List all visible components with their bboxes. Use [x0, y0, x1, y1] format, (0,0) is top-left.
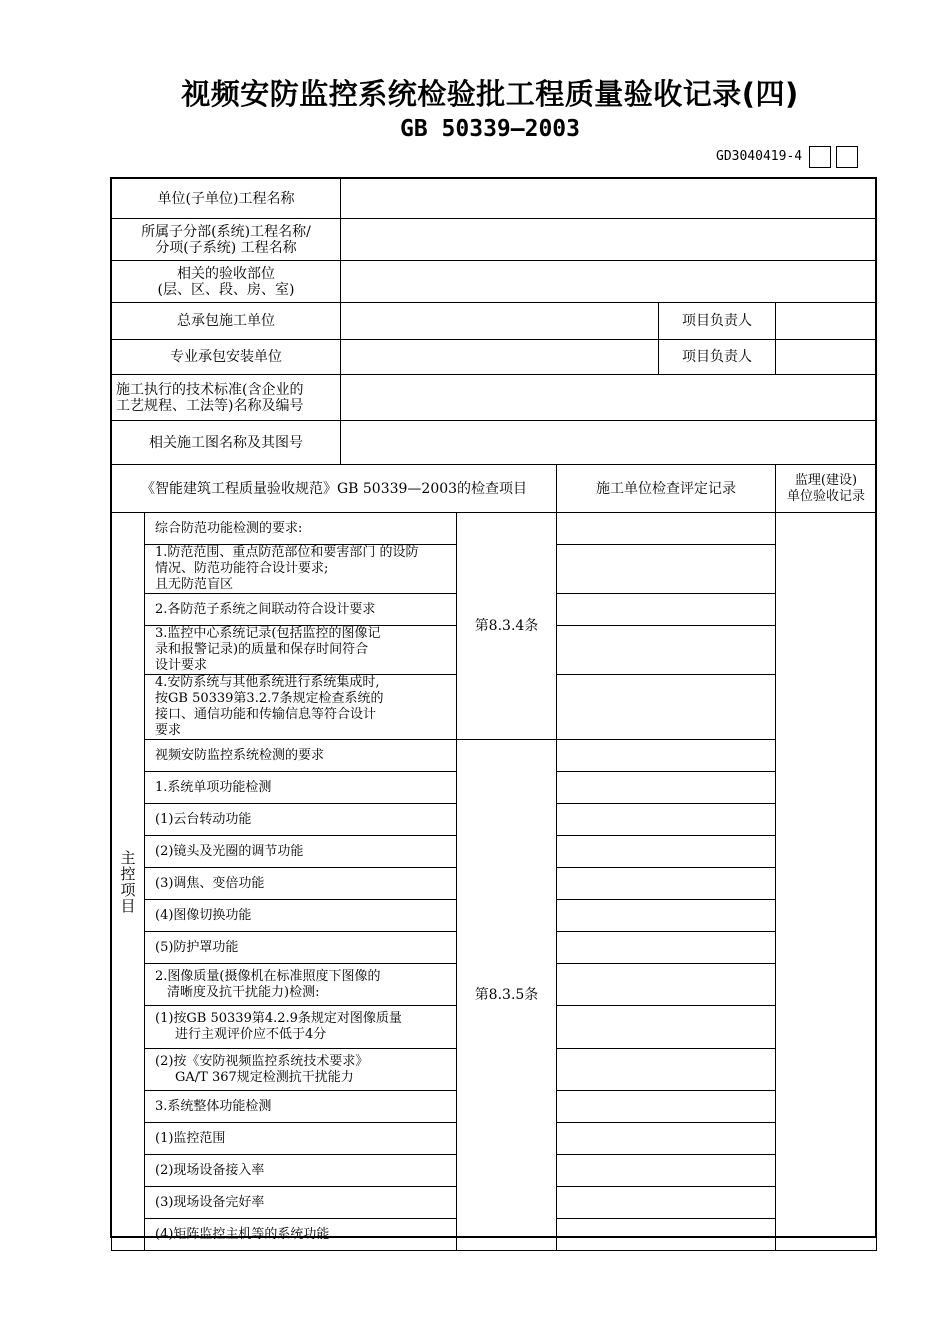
supervisor-header-line1: 监理(建设)	[794, 472, 858, 488]
check-item	[145, 626, 457, 675]
contractor-record-cell[interactable]	[557, 740, 776, 772]
supervisor-header-line2: 单位验收记录	[787, 488, 866, 504]
check-item: (1)云台转动功能	[145, 804, 457, 836]
subdivision-label-line2: 分项(子系统) 工程名称	[155, 239, 297, 256]
contractor-record-cell[interactable]	[557, 964, 776, 1006]
main-control-char: 目	[120, 896, 136, 915]
technical-standard-line2: 工艺规程、工法等)名称及编号	[116, 397, 304, 414]
technical-standard-label	[112, 375, 341, 421]
specialty-contractor-label: 专业承包安装单位	[112, 340, 341, 375]
subdivision-value[interactable]	[341, 219, 877, 261]
check-item-line: 要求	[155, 723, 182, 738]
check-item: 2.各防范子系统之间联动符合设计要求	[145, 594, 457, 626]
code-box-2[interactable]	[836, 146, 858, 168]
check-item-line: 接口、通信功能和传输信息等符合设计	[155, 707, 377, 722]
standard-number: GB 50339—2003	[399, 116, 580, 142]
check-item-line: 按GB 50339第3.2.7条规定检查系统的	[155, 691, 384, 706]
check-item-line: 2.图像质量(摄像机在标准照度下图像的	[155, 968, 381, 984]
form-code: GD3040419-4	[716, 149, 803, 164]
contractor-record-cell[interactable]	[557, 868, 776, 900]
technical-standard-value[interactable]	[341, 375, 877, 421]
check-item: (4)图像切换功能	[145, 900, 457, 932]
code-box-1[interactable]	[809, 146, 831, 168]
check-item	[145, 1006, 457, 1049]
contractor-record-cell[interactable]	[557, 545, 776, 594]
acceptance-record-table	[111, 178, 877, 1251]
general-contractor-label: 总承包施工单位	[112, 303, 341, 340]
check-item: 视频安防监控系统检测的要求	[145, 740, 457, 772]
check-item-line: 录和报警记录)的质量和保存时间符合	[155, 642, 369, 657]
check-item	[145, 1049, 457, 1091]
check-item-line: 情况、防范功能符合设计要求;	[155, 561, 329, 576]
contractor-record-cell[interactable]	[557, 1219, 776, 1251]
check-item	[145, 545, 457, 594]
clause-8-3-4: 第8.3.4条	[457, 513, 557, 740]
contractor-record-cell[interactable]	[557, 513, 776, 545]
check-item: (2)现场设备接入率	[145, 1155, 457, 1187]
check-item-line: 且无防范盲区	[155, 577, 234, 592]
supervisor-record-cell[interactable]	[776, 513, 877, 1251]
specialty-contractor-value[interactable]	[341, 340, 659, 375]
contractor-record-cell[interactable]	[557, 1091, 776, 1123]
check-item: 3.系统整体功能检测	[145, 1091, 457, 1123]
general-contractor-value[interactable]	[341, 303, 659, 340]
check-item-line: (2)按《安防视频监控系统技术要求》	[155, 1053, 369, 1069]
project-manager-label-2: 项目负责人	[659, 340, 776, 375]
check-item: (4)矩阵监控主机等的系统功能	[145, 1219, 457, 1251]
drawing-label: 相关施工图名称及其图号	[112, 421, 341, 465]
contractor-record-cell[interactable]	[557, 900, 776, 932]
acceptance-part-value[interactable]	[341, 261, 877, 303]
contractor-record-cell[interactable]	[557, 1006, 776, 1049]
check-item-line: 1.防范范围、重点防范部位和要害部门 的设防	[155, 545, 419, 560]
project-manager-value-1[interactable]	[776, 303, 877, 340]
contractor-record-cell[interactable]	[557, 1049, 776, 1091]
check-item: (2)镜头及光圈的调节功能	[145, 836, 457, 868]
check-item: (1)监控范围	[145, 1123, 457, 1155]
contractor-record-header: 施工单位检查评定记录	[557, 465, 776, 513]
technical-standard-line1: 施工执行的技术标准(含企业的	[116, 381, 304, 398]
contractor-record-cell[interactable]	[557, 772, 776, 804]
acceptance-part-line1: 相关的验收部位	[177, 265, 275, 282]
check-items-header: 《智能建筑工程质量验收规范》GB 50339—2003的检查项目	[112, 465, 557, 513]
check-item-line: 进行主观评价应不低于4分	[175, 1027, 327, 1042]
main-control-items-label	[112, 513, 145, 1251]
check-item: (3)现场设备完好率	[145, 1187, 457, 1219]
check-item-line: (1)按GB 50339第4.2.9条规定对图像质量	[155, 1011, 402, 1026]
check-item-line: GA/T 367规定检测抗干扰能力	[175, 1069, 354, 1085]
main-control-char: 项	[120, 880, 136, 899]
contractor-record-cell[interactable]	[557, 626, 776, 675]
contractor-record-cell[interactable]	[557, 804, 776, 836]
drawing-value[interactable]	[341, 421, 877, 465]
main-control-char: 主	[120, 848, 136, 867]
acceptance-part-line2: (层、区、段、房、室)	[157, 281, 295, 298]
subdivision-label-line1: 所属子分部(系统)工程名称/	[141, 223, 311, 240]
project-manager-value-2[interactable]	[776, 340, 877, 375]
supervisor-header	[776, 465, 877, 513]
contractor-record-cell[interactable]	[557, 932, 776, 964]
unit-project-name-value[interactable]	[341, 179, 877, 219]
check-item: 综合防范功能检测的要求:	[145, 513, 457, 545]
check-item-line: 3.监控中心系统记录(包括监控的图像记	[155, 626, 381, 641]
main-control-char: 控	[120, 864, 136, 883]
subdivision-label	[112, 219, 341, 261]
check-item	[145, 675, 457, 740]
check-item: (5)防护罩功能	[145, 932, 457, 964]
check-item: (3)调焦、变倍功能	[145, 868, 457, 900]
contractor-record-cell[interactable]	[557, 1187, 776, 1219]
project-manager-label-1: 项目负责人	[659, 303, 776, 340]
contractor-record-cell[interactable]	[557, 675, 776, 740]
check-item	[145, 964, 457, 1006]
clause-8-3-5: 第8.3.5条	[457, 740, 557, 1251]
check-item: 1.系统单项功能检测	[145, 772, 457, 804]
check-item-line: 设计要求	[155, 658, 208, 673]
contractor-record-cell[interactable]	[557, 594, 776, 626]
acceptance-part-label	[112, 261, 341, 303]
contractor-record-cell[interactable]	[557, 1155, 776, 1187]
contractor-record-cell[interactable]	[557, 1123, 776, 1155]
unit-project-name-label: 单位(子单位)工程名称	[112, 179, 341, 219]
check-item-line: 4.安防系统与其他系统进行系统集成时,	[155, 675, 380, 690]
check-item-line: 清晰度及抗干扰能力)检测:	[167, 984, 320, 1000]
contractor-record-cell[interactable]	[557, 836, 776, 868]
form-title: 视频安防监控系统检验批工程质量验收记录(四)	[181, 77, 799, 111]
